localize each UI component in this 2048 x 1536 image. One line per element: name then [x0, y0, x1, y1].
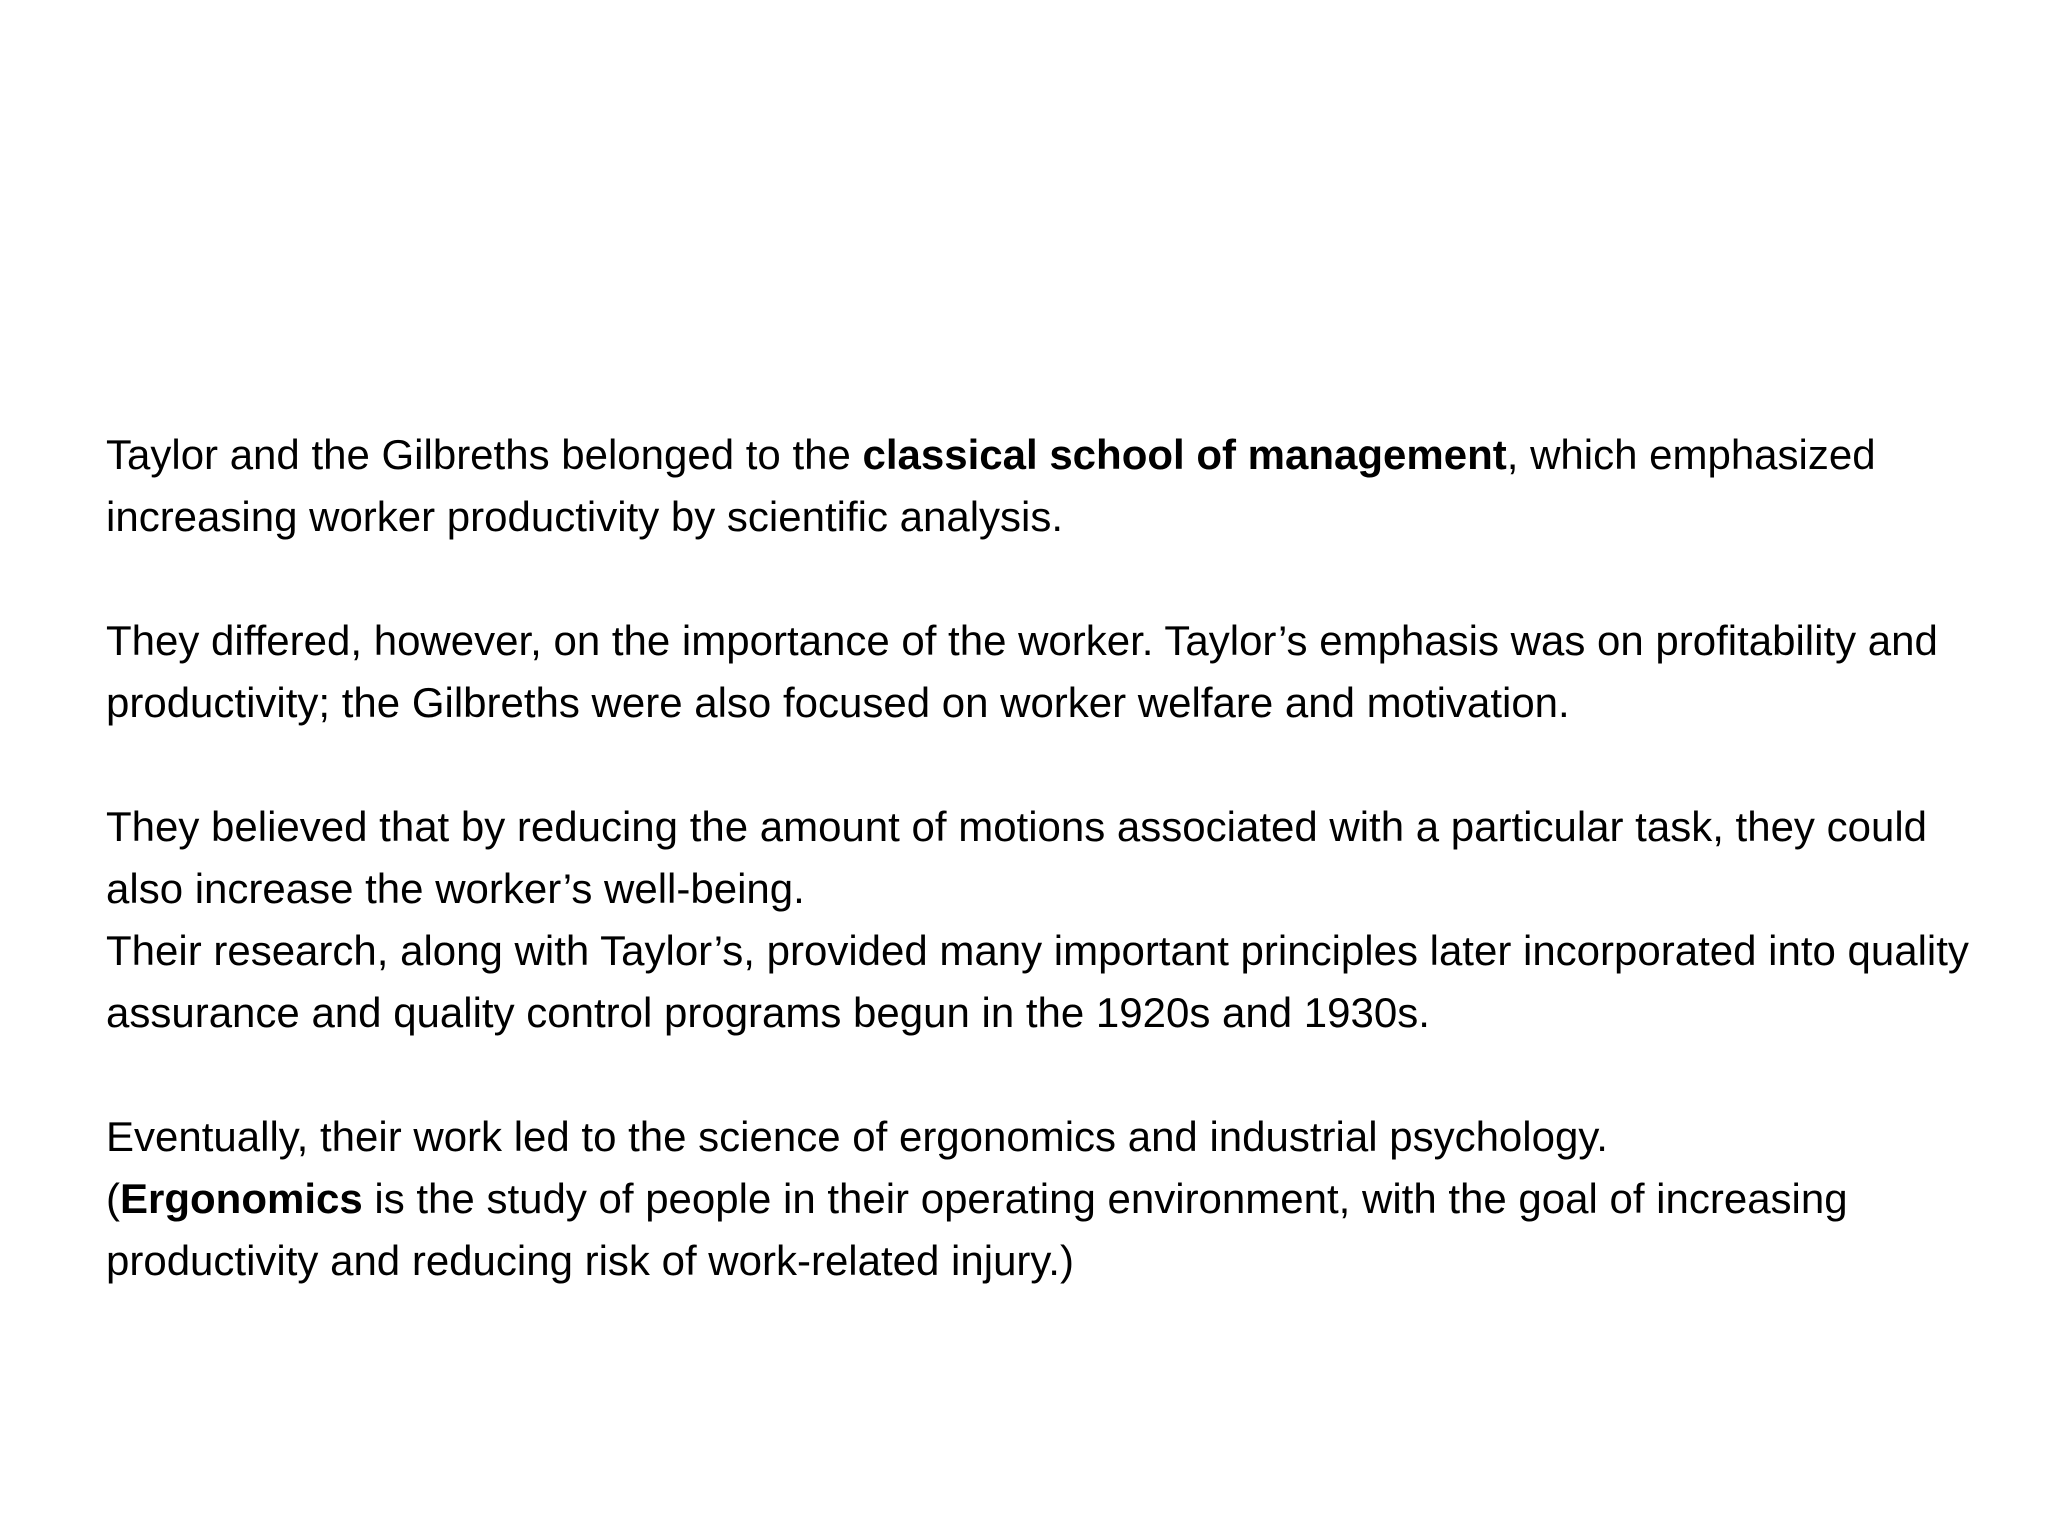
paragraph-classical-school — [106, 424, 2006, 548]
paragraph-research: Their research, along with Taylor’s, provided many important principles later incorporated into quality assurance and quality control programs begun in the 1920s and 1930s. — [106, 927, 1969, 1036]
paragraph-spacer — [106, 1044, 2006, 1106]
paragraph-ergonomics-definition — [106, 1168, 2006, 1292]
p6-bold-term: Ergonomics — [120, 1175, 363, 1222]
p1-text-before: Taylor and the Gilbreths belonged to the — [106, 431, 863, 478]
paragraph-spacer — [106, 734, 2006, 796]
paragraph-differences: They differed, however, on the importance of the worker. Taylor’s emphasis was on profitability and productivity; the Gilbreths were also focused on worker welfare and motivation. — [106, 617, 1938, 726]
p6-text-before: ( — [106, 1175, 120, 1222]
p1-text-after: , which emphasized increasing worker productivity by scientific analysis. — [106, 431, 1876, 540]
p1-bold-term: classical school of management — [862, 431, 1507, 478]
paragraph-motions: They believed that by reducing the amount of motions associated with a particular task, they could also increase the worker’s well-being. — [106, 803, 1928, 912]
p6-text-after: is the study of people in their operating environment, with the goal of increasing productivity and reducing risk of work-related injury.) — [106, 1175, 1848, 1284]
slide-body — [106, 424, 2006, 1292]
paragraph-spacer — [106, 548, 2006, 610]
paragraph-ergonomics-intro: Eventually, their work led to the science of ergonomics and industrial psychology. — [106, 1113, 1608, 1160]
